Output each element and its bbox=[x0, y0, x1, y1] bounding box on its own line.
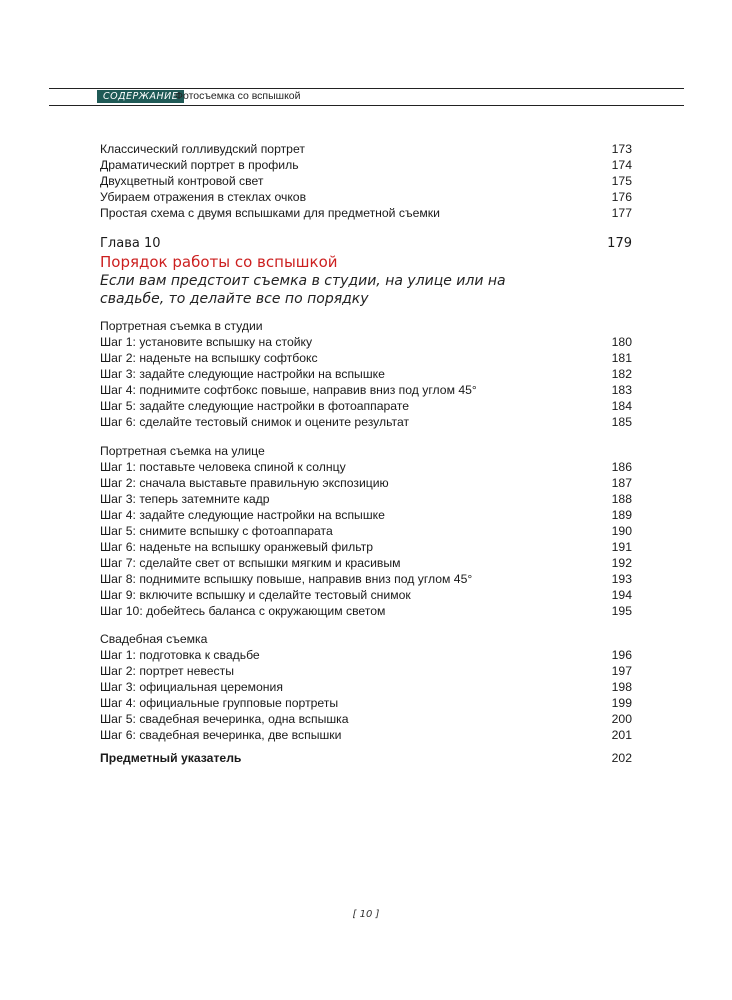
toc-entry-page: 174 bbox=[611, 158, 632, 172]
toc-entry[interactable] bbox=[100, 475, 632, 491]
toc-entry-page: 202 bbox=[611, 751, 632, 765]
header-top-rule bbox=[49, 88, 684, 89]
toc-entry-page: 173 bbox=[611, 142, 632, 156]
section-heading: Портретная съемка на улице bbox=[100, 444, 265, 458]
page-number: [ 10 ] bbox=[352, 909, 380, 920]
toc-entry-title: Предметный указатель bbox=[100, 751, 242, 765]
toc-entry-title: Шаг 9: включите вспышку и сделайте тестовый снимок bbox=[100, 588, 411, 602]
toc-entry-page: 176 bbox=[611, 190, 632, 204]
toc-entry-title: Шаг 4: поднимите софтбокс повыше, направив вниз под углом 45° bbox=[100, 383, 477, 397]
toc-entry-page: 177 bbox=[611, 206, 632, 220]
toc-entry-title: Шаг 3: задайте следующие настройки на вспышке bbox=[100, 367, 385, 381]
toc-entry[interactable] bbox=[100, 523, 632, 539]
toc-entry-page: 198 bbox=[611, 680, 632, 694]
toc-entry-page: 200 bbox=[611, 712, 632, 726]
toc-entry[interactable] bbox=[100, 382, 632, 398]
toc-entry-page: 187 bbox=[611, 476, 632, 490]
toc-entry-title: Шаг 6: наденьте на вспышку оранжевый фильтр bbox=[100, 540, 374, 554]
toc-entry-page: 193 bbox=[611, 572, 632, 586]
toc-section-outdoor bbox=[100, 443, 632, 619]
toc-section-wedding bbox=[100, 631, 632, 743]
toc-entry[interactable] bbox=[100, 334, 632, 350]
toc-entry[interactable] bbox=[100, 491, 632, 507]
toc-entry-index[interactable] bbox=[100, 751, 632, 767]
toc-entry-title: Простая схема с двумя вспышками для предметной съемки bbox=[100, 206, 440, 220]
toc-entry-title: Шаг 2: сначала выставьте правильную экспозицию bbox=[100, 476, 389, 490]
toc-entry-title: Шаг 3: теперь затемните кадр bbox=[100, 492, 270, 506]
toc-entry[interactable] bbox=[100, 205, 632, 221]
toc-entry-title: Шаг 5: свадебная вечеринка, одна вспышка bbox=[100, 712, 349, 726]
toc-entry-page: 201 bbox=[611, 728, 632, 742]
toc-entry-page: 180 bbox=[611, 335, 632, 349]
toc-entry[interactable] bbox=[100, 539, 632, 555]
toc-entry[interactable] bbox=[100, 459, 632, 475]
toc-entry-page: 181 bbox=[611, 351, 632, 365]
toc-entry-title: Шаг 7: сделайте свет от вспышки мягким и красивым bbox=[100, 556, 401, 570]
toc-entry[interactable] bbox=[100, 173, 632, 189]
toc-entry[interactable] bbox=[100, 711, 632, 727]
toc-entry[interactable] bbox=[100, 189, 632, 205]
toc-entry-page: 195 bbox=[611, 604, 632, 618]
toc-entry-title: Шаг 6: свадебная вечеринка, две вспышки bbox=[100, 728, 342, 742]
header-bottom-rule bbox=[49, 105, 684, 106]
toc-entry[interactable] bbox=[100, 141, 632, 157]
toc-top-entries bbox=[100, 141, 632, 221]
toc-entry-title: Шаг 6: сделайте тестовый снимок и оцените результат bbox=[100, 415, 410, 429]
toc-entry-page: 184 bbox=[611, 399, 632, 413]
toc-entry-title: Шаг 1: поставьте человека спиной к солнцу bbox=[100, 460, 346, 474]
toc-entry-page: 194 bbox=[611, 588, 632, 602]
toc-entry-page: 185 bbox=[611, 415, 632, 429]
toc-entry-title: Шаг 5: задайте следующие настройки в фотоаппарате bbox=[100, 399, 410, 413]
toc-entry-title: Шаг 2: портрет невесты bbox=[100, 664, 234, 678]
toc-entry[interactable] bbox=[100, 350, 632, 366]
toc-entry-title: Двухцветный контровой свет bbox=[100, 174, 264, 188]
toc-entry[interactable] bbox=[100, 647, 632, 663]
book-title: Фотосъемка со вспышкой bbox=[175, 90, 301, 102]
toc-section-studio bbox=[100, 318, 632, 430]
section-heading: Портретная съемка в студии bbox=[100, 319, 263, 333]
toc-entry-title: Шаг 4: задайте следующие настройки на вспышке bbox=[100, 508, 385, 522]
toc-entry-page: 196 bbox=[611, 648, 632, 662]
toc-entry-title: Шаг 4: официальные групповые портреты bbox=[100, 696, 339, 710]
toc-entry-title: Шаг 2: наденьте на вспышку софтбокс bbox=[100, 351, 318, 365]
chapter-title: Порядок работы со вспышкой bbox=[100, 253, 338, 271]
toc-entry-page: 186 bbox=[611, 460, 632, 474]
toc-entry[interactable] bbox=[100, 507, 632, 523]
section-heading: Свадебная съемка bbox=[100, 632, 208, 646]
toc-entry[interactable] bbox=[100, 555, 632, 571]
chapter-subtitle: Если вам предстоит съемка в студии, на улице или на свадьбе, то делайте все по порядку bbox=[100, 273, 506, 307]
running-header bbox=[49, 88, 684, 106]
toc-entry[interactable] bbox=[100, 157, 632, 173]
chapter-page: 179 bbox=[607, 236, 632, 251]
toc-entry-page: 189 bbox=[611, 508, 632, 522]
toc-entry-page: 188 bbox=[611, 492, 632, 506]
toc-entry-page: 190 bbox=[611, 524, 632, 538]
toc-entry-title: Классический голливудский портрет bbox=[100, 142, 305, 156]
toc-entry[interactable] bbox=[100, 695, 632, 711]
toc-entry-title: Драматический портрет в профиль bbox=[100, 158, 299, 172]
toc-entry-title: Шаг 5: снимите вспышку с фотоаппарата bbox=[100, 524, 333, 538]
toc-entry-page: 191 bbox=[611, 540, 632, 554]
toc-entry-page: 183 bbox=[611, 383, 632, 397]
toc-entry-page: 182 bbox=[611, 367, 632, 381]
section-badge: СОДЕРЖАНИЕ bbox=[97, 90, 184, 103]
toc-entry-page: 197 bbox=[611, 664, 632, 678]
toc-entry-page: 175 bbox=[611, 174, 632, 188]
toc-entry[interactable] bbox=[100, 727, 632, 743]
toc-entry[interactable] bbox=[100, 414, 632, 430]
toc-entry[interactable] bbox=[100, 663, 632, 679]
toc-entry[interactable] bbox=[100, 398, 632, 414]
toc-entry[interactable] bbox=[100, 679, 632, 695]
toc-entry-title: Шаг 3: официальная церемония bbox=[100, 680, 283, 694]
toc-entry-title: Шаг 1: подготовка к свадьбе bbox=[100, 648, 260, 662]
toc-entry[interactable] bbox=[100, 571, 632, 587]
toc-entry-title: Убираем отражения в стеклах очков bbox=[100, 190, 307, 204]
chapter-label: Глава 10 bbox=[100, 236, 161, 251]
toc-entry-page: 192 bbox=[611, 556, 632, 570]
toc-entry[interactable] bbox=[100, 587, 632, 603]
toc-entry-title: Шаг 1: установите вспышку на стойку bbox=[100, 335, 313, 349]
toc-entry-page: 199 bbox=[611, 696, 632, 710]
toc-entry[interactable] bbox=[100, 366, 632, 382]
toc-entry-title: Шаг 8: поднимите вспышку повыше, направив вниз под углом 45° bbox=[100, 572, 473, 586]
toc-entry[interactable] bbox=[100, 603, 632, 619]
toc-entry-title: Шаг 10: добейтесь баланса с окружающим светом bbox=[100, 604, 386, 618]
